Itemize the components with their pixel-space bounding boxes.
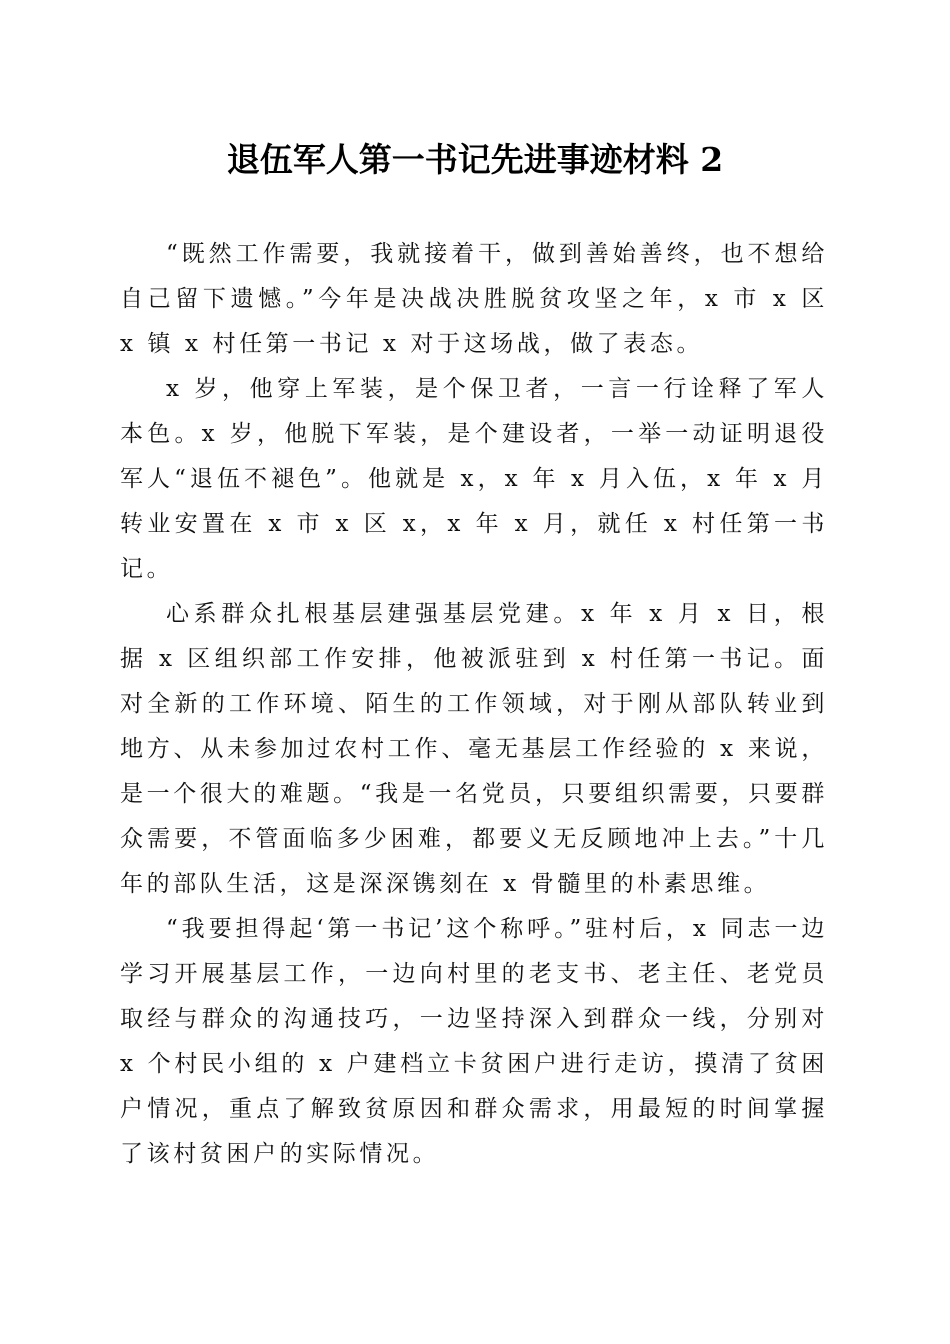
- document-title: 退伍军人第一书记先进事迹材料 2: [226, 140, 724, 179]
- paragraph-4: “我要担得起‘第一书记’这个称呼。”驻村后，x 同志一边学习开展基层工作，一边向村里的老支书、老主任、老党员取经与群众的沟通技巧，一边坚持深入到群众一线，分别对 x 个村民小组的 x 户建档立卡贫困户进行走访，摸清了贫困户情况，重点了解致贫原因和群众需求，用最短的时间掌握了该村贫困户的实际情况。: [120, 916, 828, 1167]
- paragraph-2: x 岁，他穿上军装，是个保卫者，一言一行诠释了军人本色。x 岁，他脱下军装，是个建设者，一举一动证明退役军人“退伍不褪色”。他就是 x，x 年 x 月入伍，x 年 x 月转业安置在 x 市 x 区 x，x 年 x 月，就任 x 村任第一书记。: [120, 376, 828, 582]
- paragraph-1: “既然工作需要，我就接着干，做到善始善终，也不想给自己留下遗憾。”今年是决战决胜脱贫攻坚之年，x 市 x 区 x 镇 x 村任第一书记 x 对于这场战，做了表态。: [120, 241, 828, 357]
- paragraph-3: 心系群众扎根基层建强基层党建。x 年 x 月 x 日，根据 x 区组织部工作安排，他被派驻到 x 村任第一书记。面对全新的工作环境、陌生的工作领域，对于刚从部队转业到地方、从未参加过农村工作、毫无基层工作经验的 x 来说，是一个很大的难题。“我是一名党员，只要组织需要，只要群众需要，不管面临多少困难，都要义无反顾地冲上去。”十几年的部队生活，这是深深镌刻在 x 骨髓里的朴素思维。: [120, 601, 828, 897]
- document-body: [120, 232, 828, 1177]
